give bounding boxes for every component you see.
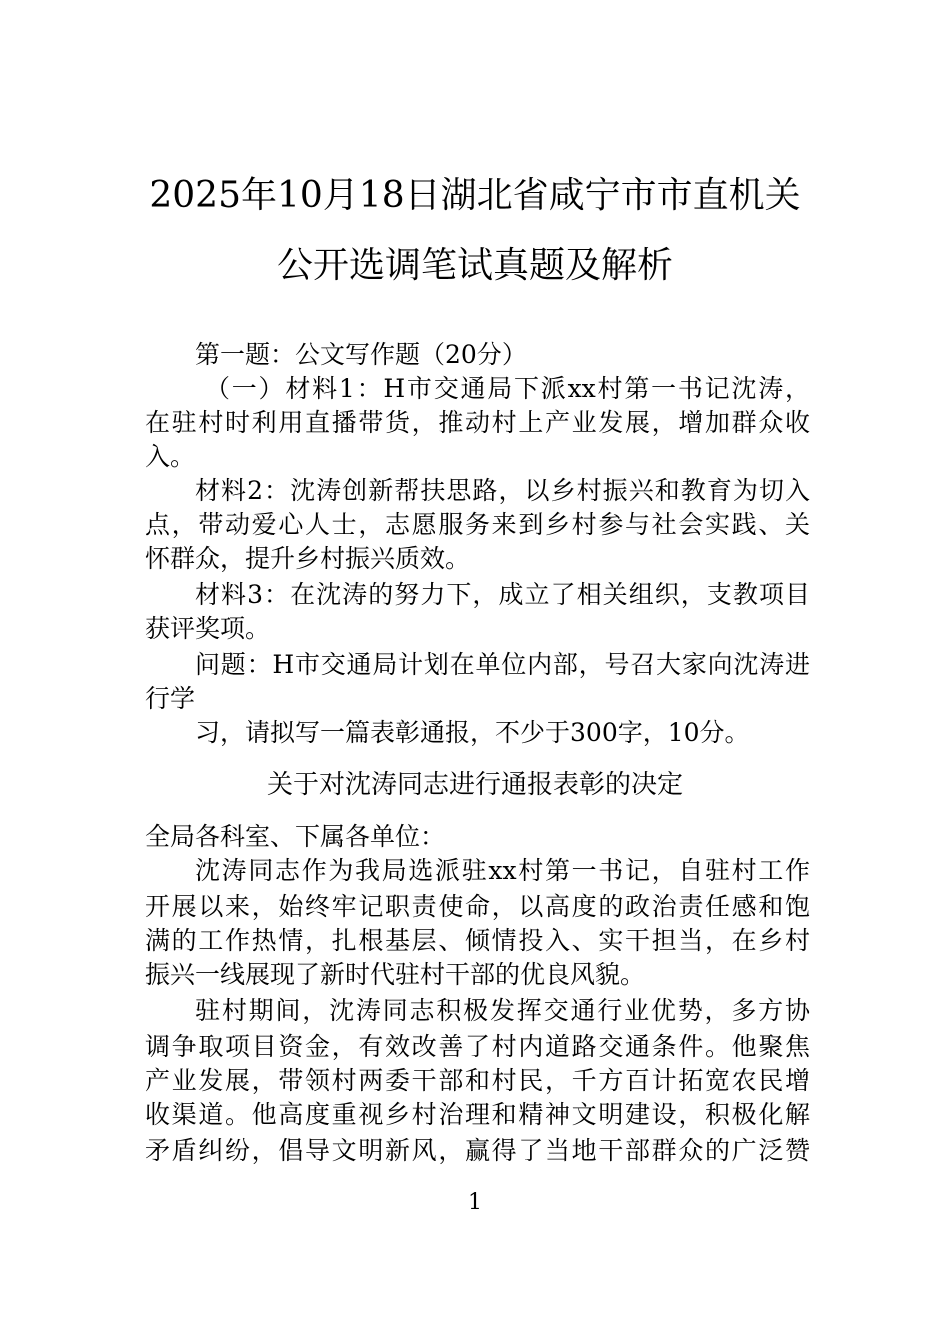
material-1-line-3: 入。 [145, 442, 196, 471]
paragraph-2-line-5: 矛盾纠纷，倡导文明新风，赢得了当地干部群众的广泛赞 [145, 1136, 810, 1165]
salutation: 全局各科室、下属各单位： [145, 822, 446, 851]
paragraph-2-line-4: 收渠道。他高度重视乡村治理和精神文明建设，积极化解 [145, 1100, 810, 1129]
paragraph-2-line-3: 产业发展，带领村两委干部和村民，千方百计拓宽农民增 [145, 1066, 810, 1095]
question-line-3: 习，请拟写一篇表彰通报，不少于300字，10分。 [195, 718, 750, 747]
question-line-1: 问题：H市交通局计划在单位内部，号召大家向沈涛进 [195, 650, 810, 679]
material-2-line-2: 点，带动爱心人士，志愿服务来到乡村参与社会实践、关 [145, 510, 810, 539]
material-1-line-1: （一）材料1：H市交通局下派xx村第一书记沈涛， [205, 374, 810, 403]
document-title-line-1: 2025年10月18日湖北省咸宁市市直机关 [149, 175, 801, 216]
material-2-line-1: 材料2：沈涛创新帮扶思路，以乡村振兴和教育为切入 [195, 476, 810, 505]
answer-title: 关于对沈涛同志进行通报表彰的决定 [266, 770, 683, 800]
paragraph-1-line-2: 开展以来，始终牢记职责使命，以高度的政治责任感和饱 [145, 892, 810, 921]
document-title-line-2: 公开选调笔试真题及解析 [276, 245, 673, 286]
paragraph-2-line-1: 驻村期间，沈涛同志积极发挥交通行业优势，多方协 [195, 996, 810, 1025]
material-2-line-3: 怀群众，提升乡村振兴质效。 [145, 544, 471, 573]
paragraph-1-line-1: 沈涛同志作为我局选派驻xx村第一书记，自驻村工作 [195, 856, 810, 885]
paragraph-2-line-2: 调争取项目资金，有效改善了村内道路交通条件。他聚焦 [145, 1032, 810, 1061]
material-3-line-1: 材料3：在沈涛的努力下，成立了相关组织，支教项目 [195, 580, 810, 609]
material-3-line-2: 获评奖项。 [145, 614, 271, 643]
paragraph-1-line-3: 满的工作热情，扎根基层、倾情投入、实干担当，在乡村 [145, 926, 810, 955]
question-line-2: 行学 [145, 684, 196, 713]
material-1-line-2: 在驻村时利用直播带货，推动村上产业发展，增加群众收 [145, 408, 810, 437]
question-heading: 第一题：公文写作题（20分） [195, 340, 527, 369]
paragraph-1-line-4: 振兴一线展现了新时代驻村干部的优良风貌。 [145, 960, 646, 989]
page-number: 1 [468, 1190, 482, 1215]
